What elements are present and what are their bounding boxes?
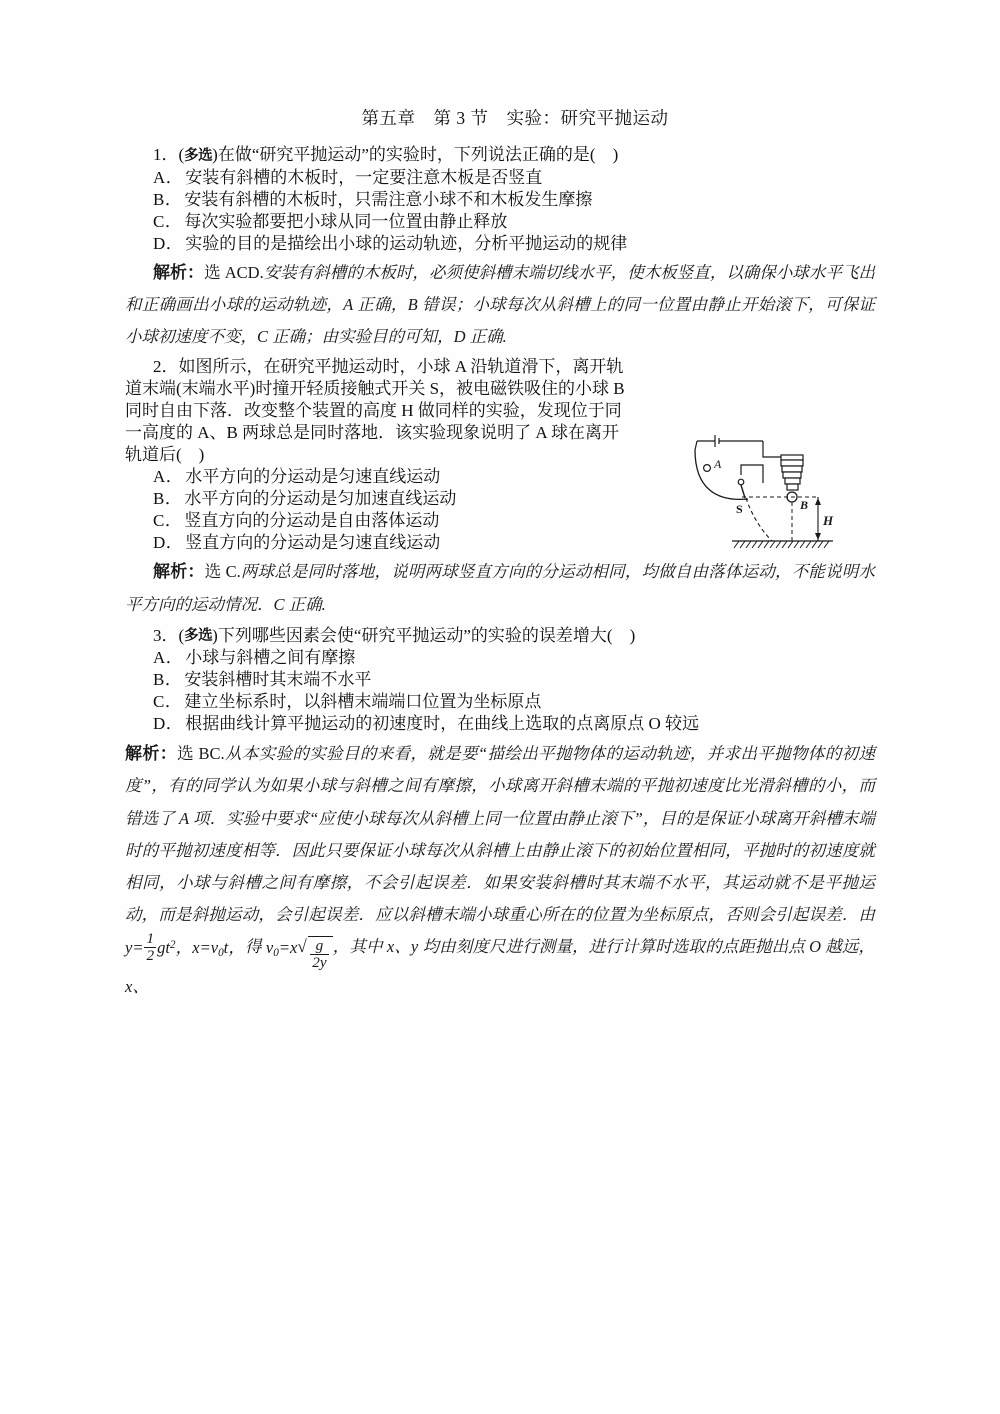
electromagnet-coil [781, 455, 803, 490]
option-text: 竖直方向的分运动是自由落体运动 [184, 511, 440, 531]
question-3-option-d [125, 715, 875, 732]
analysis-answer: 选 C. [204, 562, 241, 582]
question-3-option-a [125, 649, 875, 666]
option-label: A． [153, 467, 184, 487]
question-1 [125, 146, 875, 352]
option-label: D． [153, 233, 184, 253]
analysis-answer: 选 BC. [177, 744, 225, 764]
battery-symbol [697, 435, 763, 447]
question-3-analysis [125, 737, 875, 1003]
option-text: 水平方向的分运动是匀速直线运动 [185, 467, 441, 487]
question-3-stem-text: 下列哪些因素会使“研究平抛运动”的实验的误差增大( ) [217, 625, 636, 645]
question-2-analysis [125, 556, 875, 620]
question-3-option-c [125, 693, 875, 710]
option-text: 实验的目的是描绘出小球的运动轨迹，分析平抛运动的规律 [185, 233, 628, 253]
analysis-text-part-2: ，其中 x、y 均由刻度尺进行测量，进行计算时选取的点距抛出点 O 越远，x、 [125, 937, 875, 996]
ramp-track [695, 450, 748, 499]
option-text: 竖直方向的分运动是匀速直线运动 [185, 533, 441, 553]
analysis-answer: 选 ACD. [204, 262, 264, 282]
option-text: 根据曲线计算平抛运动的初速度时，在曲线上选取的点离原点 O 较远 [185, 714, 700, 734]
question-3-stem [125, 627, 875, 645]
figure-projectile-apparatus [690, 428, 860, 558]
question-3-multi-select-badge: 多选 [184, 628, 213, 645]
option-label: C． [153, 692, 183, 712]
analysis-label: 解析： [125, 744, 178, 764]
page-title: 第五章 第 3 节 实验：研究平抛运动 [361, 108, 669, 128]
switch-s-label: S [736, 502, 743, 516]
question-2-stem-line-5: 轨道后( ) [125, 445, 205, 465]
formula-v0-equals-x-sqrt-g-over-2y: $v_0=x$ √ $\frac{g}{2y}$ [266, 938, 333, 957]
switch-s [738, 465, 763, 498]
question-3-number: 3． [153, 625, 179, 645]
analysis-label: 解析： [153, 562, 205, 582]
question-2-stem-line-2: 道末端(末端水平)时撞开轻质接触式开关 S，被电磁铁吸住的小球 B [125, 379, 625, 399]
trajectory-a-dashed [746, 498, 772, 541]
question-2-stem-line-4: 一高度的 A、B 两球总是同时落地．该实验现象说明了 A 球在离开 [125, 423, 619, 443]
option-text: 建立坐标系时，以斜槽末端端口位置为坐标原点 [184, 692, 542, 712]
question-3-badge-open: ( [178, 625, 185, 645]
question-2-stem-line-1 [125, 358, 685, 375]
question-1-option-a [125, 169, 875, 186]
question-1-option-b [125, 191, 875, 208]
wire-to-electromagnet [763, 441, 781, 457]
height-h-label: H [823, 513, 834, 528]
ball-a-label: A [714, 457, 722, 471]
ground-surface [732, 541, 833, 548]
option-label: B． [153, 670, 183, 690]
question-1-badge-close: ) [212, 145, 218, 164]
option-text: 水平方向的分运动是匀加速直线运动 [184, 489, 457, 509]
question-1-stem-text: 在做“研究平抛运动”的实验时，下列说法正确的是( ) [217, 145, 619, 164]
question-1-option-d [125, 235, 875, 252]
option-text: 小球与斜槽之间有摩擦 [185, 648, 356, 668]
height-dimension-h [815, 497, 821, 541]
question-2-stem-line-3: 同时自由下落．改变整个装置的高度 H 做同样的实验，发现位于同 [125, 401, 622, 421]
question-2-stem-text-1: 如图所示，在研究平抛运动时，小球 A 沿轨道滑下，离开轨 [178, 357, 624, 377]
option-label: D． [153, 714, 184, 734]
question-1-option-c [125, 213, 875, 230]
option-label: D． [153, 533, 184, 553]
option-label: A． [153, 648, 184, 668]
question-2-number: 2． [153, 357, 179, 377]
option-text: 每次实验都要把小球从同一位置由静止释放 [184, 211, 508, 231]
option-text: 安装有斜槽的木板时，一定要注意木板是否竖直 [185, 167, 543, 187]
question-3-badge-close: ) [212, 625, 218, 645]
formula-y-equals-half-g-t-squared: y= $\frac{1}{2}$ $gt^2$，$x=v_0t$， [125, 930, 246, 964]
option-label: A． [153, 167, 184, 187]
option-label: B． [153, 489, 183, 509]
analysis-text-part-2-lead: 得 [245, 937, 266, 957]
ball-b-label: B [800, 498, 809, 512]
option-text: 安装有斜槽的木板时，只需注意小球不和木板发生摩擦 [184, 189, 593, 209]
question-2-stem [125, 358, 685, 463]
question-1-number: 1． [153, 145, 179, 164]
analysis-text: 安装有斜槽的木板时，必须使斜槽末端切线水平，使木板竖直，以确保小球水平飞出和正确画出小球的运动轨迹，A 正确，B 错误；小球每次从斜槽上的同一位置由静止开始滚下，可保证小球初速度不变，C 正确；由实验目的可知，D 正确. [125, 262, 876, 346]
analysis-text: 两球总是同时落地，说明两球竖直方向的分运动相同，均做自由落体运动，不能说明水平方向的运动情况．C 正确. [125, 562, 875, 615]
question-3 [125, 627, 875, 1003]
option-label: C． [153, 511, 183, 531]
question-1-multi-select-badge: 多选 [184, 147, 213, 164]
analysis-text-part-1: 从本实验的实验目的来看，就是要“描绘出平抛物体的运动轨迹，并求出平抛物体的初速度”，有的同学认为如果小球与斜槽之间有摩擦，小球离开斜槽末端的平抛初速度比光滑斜槽的小，而错选了 A 项．实验中要求“应使小球每次从斜槽上同一位置由静止滚下”，目的是保证小球离开斜槽末端时的平抛初速度相等．因此只要保证小球每次从斜槽上由静止滚下的初始位置相同，平抛时的初速度就相同，小球与斜槽之间有摩擦，不会引起误差．如果安装斜槽时其末端不水平，其运动就不是平抛运动，而是斜抛运动，会引起误差．应以斜槽末端小球重心所在的位置为坐标原点，否则会引起误差．由 [125, 744, 876, 925]
option-label: B． [153, 189, 183, 209]
wire-left [695, 441, 697, 450]
question-1-badge-open: ( [178, 145, 185, 164]
question-1-stem [125, 146, 875, 164]
option-text: 安装斜槽时其末端不水平 [184, 670, 372, 690]
analysis-label: 解析： [153, 262, 205, 282]
ball-a [704, 465, 711, 472]
option-label: C． [153, 211, 183, 231]
question-3-option-b [125, 671, 875, 688]
question-1-analysis [125, 257, 875, 353]
